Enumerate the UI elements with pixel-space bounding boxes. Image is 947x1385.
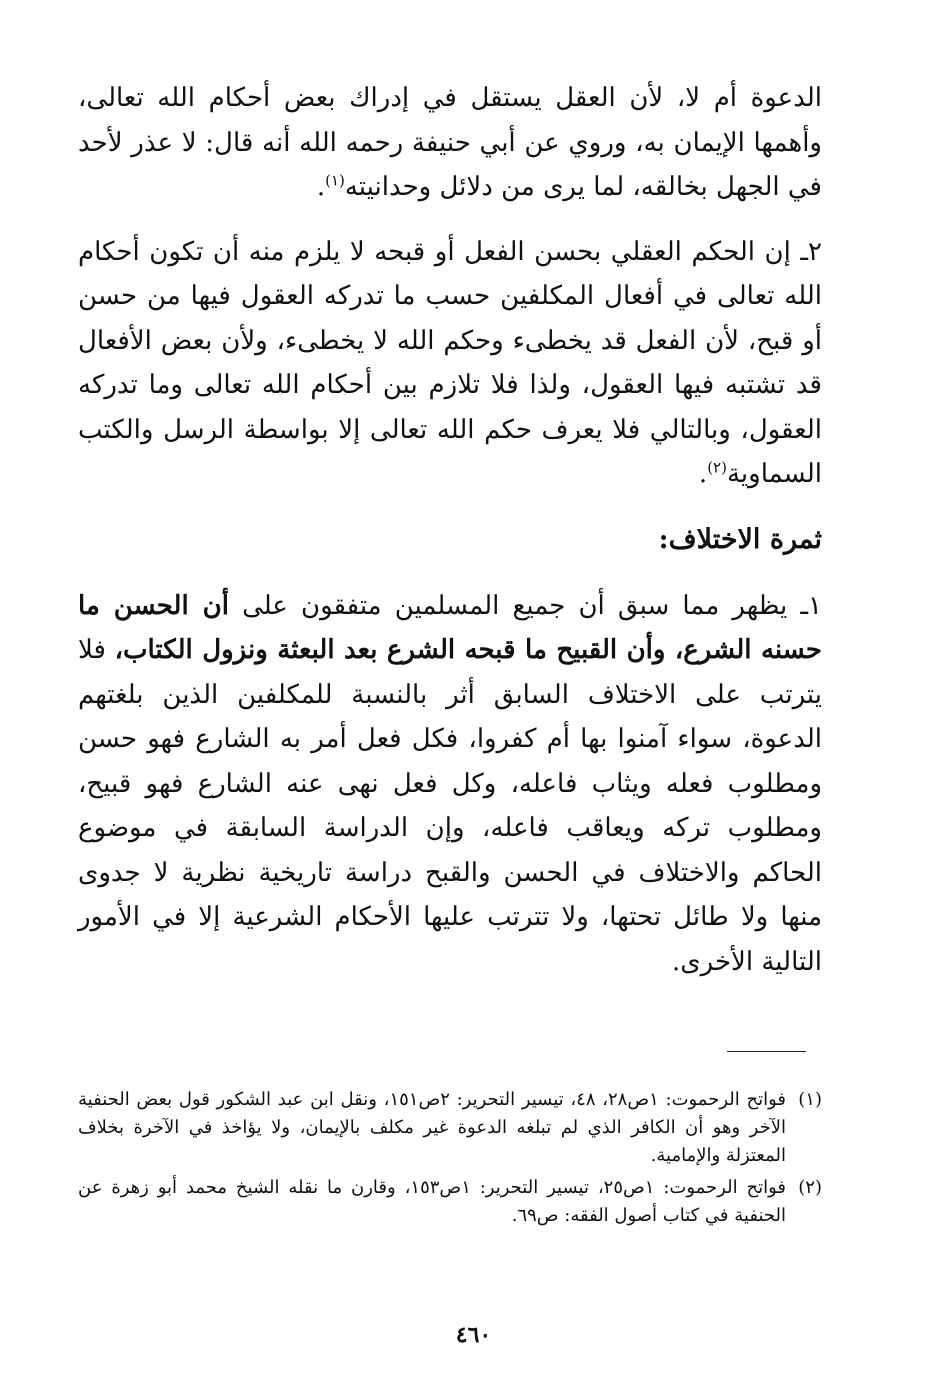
paragraph-1 (78, 76, 822, 210)
page-number: ٤٦٠ (455, 1322, 492, 1348)
footnote-ref-1: (١) (325, 171, 345, 190)
footnote-1 (78, 1086, 822, 1170)
paragraph-1-text: الدعوة أم لا، لأن العقل يستقل في إدراك بعض أحكام الله تعالى، وأهمها الإيمان به، وروي عن أبي حنيفة رحمه الله أنه قال: لا عذر لأحد في الجهل بخالقه، لما يرى من دلائل وحدانيته (78, 83, 822, 202)
footnote-1-text: فواتح الرحموت: ١ص٢٨، ٤٨، تيسير التحرير: ٢ص١٥١، ونقل ابن عبد الشكور قول بعض الحنفية الآخر وهو أن الكافر الذي لم تبلغه الدعوة غير مكلف بالإيمان، ولا يؤاخذ في الآخرة بخلاف المعتزلة والإمامية. (78, 1089, 787, 1166)
paragraph-3-lead: ١ـ يظهر مما سبق أن جميع المسلمين متفقون على (242, 590, 822, 621)
footnote-2-number: (٢) (798, 1177, 822, 1198)
paragraph-3-bold: أن الحسن ما حسنه الشرع، وأن القبيح ما قبحه الشرع بعد البعثة ونزول الكتاب، (78, 590, 822, 665)
footnote-2 (78, 1174, 822, 1230)
paragraph-3-rest: فلا يترتب على الاختلاف السابق أثر بالنسبة للمكلفين الذين بلغتهم الدعوة، سواء آمنوا بها أم كفروا، فكل فعل أمر به الشارع فهو حسن ومطلوب فعله ويثاب فاعله، وكل فعل نهى عنه الشارع فهو قبيح، ومطلوب تركه ويعاقب فاعله، وإن الدراسة السابقة في موضوع الحاكم والاختلاف في الحسن والقبح دراسة تاريخية نظرية لا جدوى منها ولا طائل تحتها، ولا تترتب عليها الأحكام الشرعية إلا في الأمور التالية الأخرى. (78, 635, 822, 977)
footnote-separator (727, 1051, 806, 1052)
paragraph-1-end: . (316, 172, 326, 202)
footnotes (78, 1086, 822, 1234)
main-text (78, 76, 822, 1005)
footnote-2-text: فواتح الرحموت: ١ص٢٥، تيسير التحرير: ١ص١٥٣، وقارن ما نقله الشيخ محمد أبو زهرة عن الحنفية في كتاب أصول الفقه: ص٦٩. (78, 1177, 786, 1226)
paragraph-2-text: ٢ـ إن الحكم العقلي بحسن الفعل أو قبحه لا يلزم منه أن تكون أحكام الله تعالى في أفعال المكلفين حسب ما تدركه العقول فيها من حسن أو قبح، لأن الفعل قد يخطىء وحكم الله لا يخطىء، ولأن بعض الأفعال قد تشتبه فيها العقول، ولذا فلا تلازم بين أحكام الله تعالى وما تدركه العقول، وبالتالي فلا يعرف حكم الله تعالى إلا بواسطة الرسل والكتب السماوية (78, 236, 822, 489)
footnote-ref-2: (٢) (707, 458, 727, 477)
footnote-1-number: (١) (798, 1089, 822, 1110)
section-heading: ثمرة الاختلاف: (658, 523, 822, 555)
paragraph-2 (78, 230, 822, 497)
paragraph-2-end: . (698, 459, 708, 489)
paragraph-3 (78, 584, 822, 985)
